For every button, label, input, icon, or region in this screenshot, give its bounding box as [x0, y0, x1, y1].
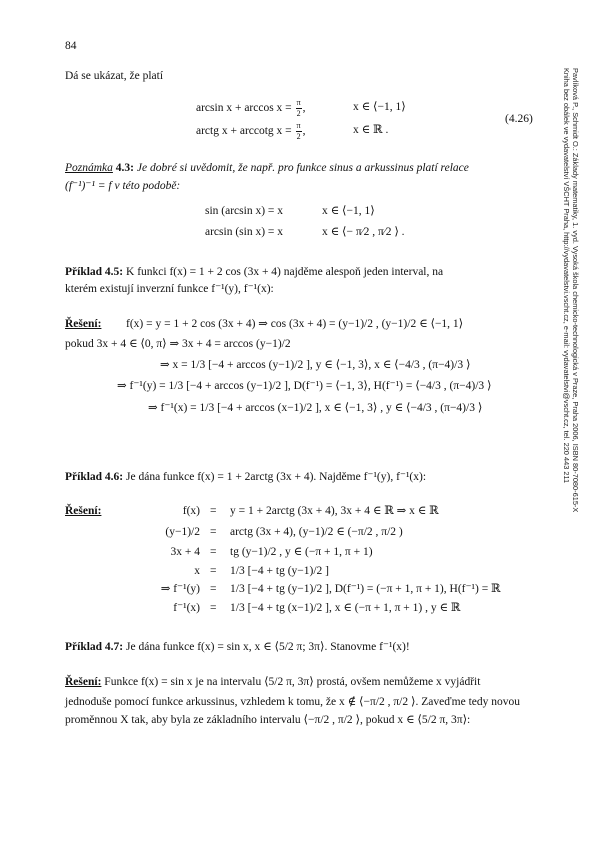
eq-sign: =	[210, 583, 217, 595]
example-4-5-text-2: kterém existují inverzní funkce f⁻¹(y), f⁻¹(x):	[65, 283, 274, 295]
ex46-row-1-rhs: arctg (3x + 4), (y−1)/2 ∈ (−π/2 , π/2 )	[230, 526, 403, 538]
note-eq1-domain: x ∈ ⟨−1, 1⟩	[322, 205, 375, 217]
eq-arcsin-arccos: arcsin x + arccos x =	[196, 102, 295, 115]
fraction-pi-2: $\frac{\pi}{2}$	[296, 121, 301, 141]
eq-sign: =	[210, 565, 217, 577]
side-citation-line-2: Kniha bez obálek ve vydavatelství VŠCHT Praha, http://vydavatelstvi.vscht.cz, e-mail: vydavatelstvi@vscht.cz, tel. 220 443 211	[562, 68, 571, 484]
solution-text-3: proměnnou X tak, aby byla ze základního intervalu ⟨−π/2 , π/2 ⟩, pokud x ∈ ⟨5/2 π, 3π⟩:	[65, 714, 471, 726]
intro-text: Dá se ukázat, že platí	[65, 70, 164, 82]
eq-sign: =	[210, 602, 217, 614]
note-eq2-lhs: arcsin (sin x) = x	[205, 226, 284, 238]
example-title: Příklad 4.7:	[65, 641, 124, 653]
eq-4-26-row2: arctg x + arccotg x = $\frac{\pi}{2}$ ,	[196, 121, 306, 141]
ex46-row-3-lhs: x	[194, 565, 200, 577]
note-4-3	[65, 160, 535, 176]
example-4-7-heading	[65, 639, 535, 655]
fraction-pi-2: $\frac{\pi}{2}$	[296, 98, 301, 118]
example-text-1: Je dána funkce f(x) = sin x, x ∈ ⟨5/2 π; 3π⟩. Stanovme f⁻¹(x)!	[123, 641, 410, 653]
note-eq2-domain: x ∈ ⟨− π⁄2 , π⁄2 ⟩ .	[322, 226, 405, 238]
ex45-line-2: pokud 3x + 4 ∈ ⟨0, π⟩ ⇒ 3x + 4 = arccos (y−1)/2	[65, 338, 291, 350]
ex46-row-5-lhs: f⁻¹(x)	[173, 602, 200, 614]
example-text-1: K funkci f(x) = 1 + 2 cos (3x + 4) najděme alespoň jeden interval, na	[123, 266, 444, 278]
eq-sign: =	[210, 526, 217, 538]
ex46-row-5-rhs: 1/3 [−4 + tg (x−1)/2 ], x ∈ (−π + 1, π + 1) , y ∈ ℝ	[230, 602, 461, 614]
eq-4-26-row1: arcsin x + arccos x = $\frac{\pi}{2}$ ,	[196, 98, 306, 118]
ex46-row-4-lhs: ⇒ f⁻¹(y)	[160, 583, 200, 595]
example-4-5-heading	[65, 264, 535, 280]
ex46-row-4-rhs: 1/3 [−4 + tg (y−1)/2 ], D(f⁻¹) = (−π + 1, π + 1), H(f⁻¹) = ℝ	[230, 583, 501, 595]
example-title: Příklad 4.5:	[65, 266, 124, 278]
example-4-7-solution-line-1	[65, 674, 480, 690]
note-label: Poznámka	[65, 162, 113, 174]
note-text-2: (f⁻¹)⁻¹ = f v této podobě:	[65, 180, 181, 192]
ex46-row-0-lhs: f(x)	[182, 505, 200, 517]
eq-sign: =	[210, 546, 217, 558]
eq-4-26-domain2: x ∈ ℝ .	[353, 124, 389, 136]
ex45-line-1: f(x) = y = 1 + 2 cos (3x + 4) ⇒ cos (3x + 4) = (y−1)/2 , (y−1)/2 ∈ ⟨−1, 1⟩	[126, 318, 464, 330]
example-title: Příklad 4.6:	[65, 471, 124, 483]
side-citation-line-1: Pavlíková P., Schmidt O.: Základy matematiky, 1. vyd. Vysoká škola chemicko-technologická v Praze, Praha 2006, ISBN 80-7080-615-X	[571, 68, 580, 513]
ex46-row-2-lhs: 3x + 4	[170, 546, 200, 558]
eq-sign: =	[210, 505, 217, 517]
eq-arctg-arccotg: arctg x + arccotg x =	[196, 125, 295, 138]
note-text-1: Je dobré si uvědomit, že např. pro funkce sinus a arkussinus platí relace	[134, 162, 469, 174]
eq-4-26-domain1: x ∈ ⟨−1, 1⟩	[353, 101, 406, 113]
solution-text-2: jednoduše pomocí funkce arkussinus, vzhledem k tomu, že x ∉ ⟨−π/2 , π/2 ⟩. Zaveďme tedy novou	[65, 696, 521, 708]
ex46-row-1-lhs: (y−1)/2	[165, 526, 200, 538]
ex45-line-5: ⇒ f⁻¹(x) = 1/3 [−4 + arccos (x−1)/2 ], x ∈ ⟨−1, 3⟩ , y ∈ ⟨−4/3 , (π−4)/3 ⟩	[148, 402, 483, 414]
ex45-line-3: ⇒ x = 1/3 [−4 + arccos (y−1)/2 ], y ∈ ⟨−1, 3⟩, x ∈ ⟨−4/3 , (π−4)/3 ⟩	[160, 359, 471, 371]
equation-number: (4.26)	[505, 113, 533, 125]
solution-label: Řešení:	[65, 676, 102, 688]
note-number: 4.3:	[112, 162, 135, 174]
solution-label: Řešení:	[65, 505, 102, 517]
example-text-1: Je dána funkce f(x) = 1 + 2arctg (3x + 4). Najděme f⁻¹(y), f⁻¹(x):	[123, 471, 427, 483]
note-eq1-lhs: sin (arcsin x) = x	[205, 205, 284, 217]
solution-label: Řešení:	[65, 318, 102, 330]
ex46-row-3-rhs: 1/3 [−4 + tg (y−1)/2 ]	[230, 565, 329, 577]
solution-text-1: Funkce f(x) = sin x je na intervalu ⟨5/2 π, 3π⟩ prostá, ovšem nemůžeme x vyjádřit	[101, 676, 481, 688]
example-4-6-heading	[65, 469, 535, 485]
ex45-line-4: ⇒ f⁻¹(y) = 1/3 [−4 + arccos (y−1)/2 ], D(f⁻¹) = ⟨−1, 3⟩, H(f⁻¹) = ⟨−4/3 , (π−4)/3 ⟩	[117, 380, 492, 392]
ex46-row-0-rhs: y = 1 + 2arctg (3x + 4), 3x + 4 ∈ ℝ ⇒ x ∈ ℝ	[230, 505, 439, 517]
page-number: 84	[65, 40, 77, 52]
side-citation	[562, 68, 580, 512]
ex46-row-2-rhs: tg (y−1)/2 , y ∈ (−π + 1, π + 1)	[230, 546, 373, 558]
